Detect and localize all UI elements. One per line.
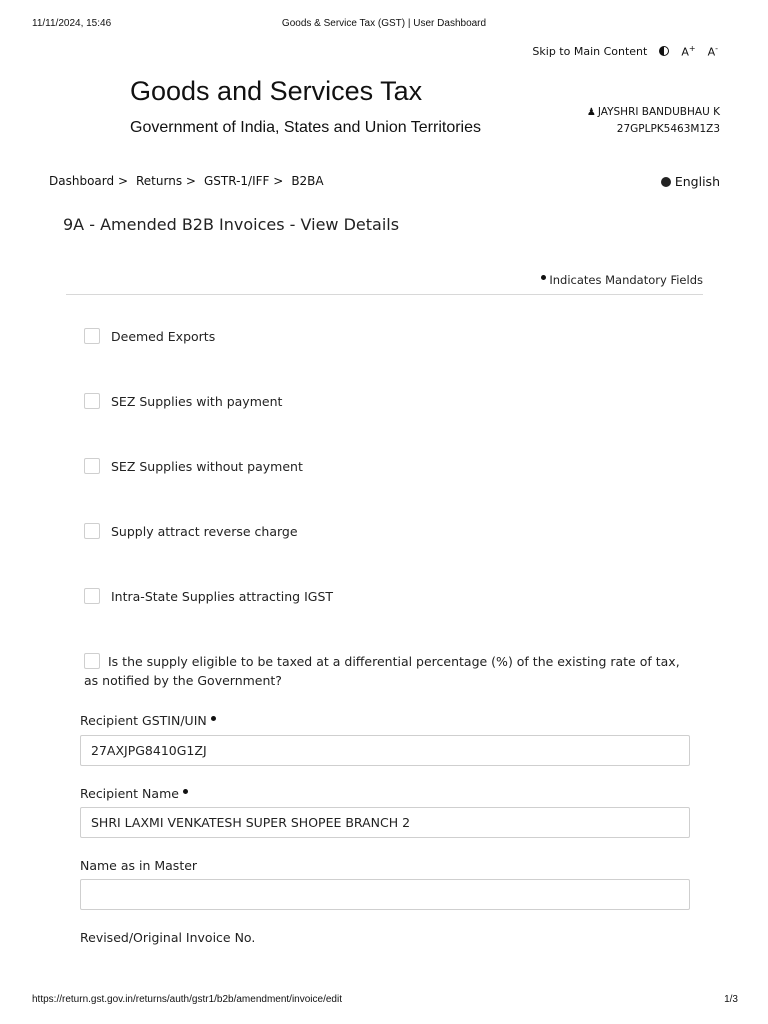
page-title: 9A - Amended B2B Invoices - View Details (63, 215, 400, 234)
font-decrease-button[interactable] (708, 44, 718, 59)
globe-icon (661, 177, 671, 187)
revised-invoice-label: Revised/Original Invoice No. (80, 930, 256, 945)
print-doc-title: Goods & Service Tax (GST) | User Dashboard (281, 18, 487, 29)
checkbox-label: SEZ Supplies without payment (111, 458, 303, 474)
sez-with-payment-option[interactable] (84, 393, 282, 409)
breadcrumb-separator: > (273, 174, 284, 188)
skip-to-main-link[interactable]: Skip to Main Content (532, 44, 648, 58)
contrast-icon[interactable] (659, 46, 669, 56)
mandatory-note-text: Indicates Mandatory Fields (549, 273, 703, 287)
sez-without-payment-checkbox[interactable] (84, 458, 100, 474)
breadcrumb-separator: > (117, 174, 128, 188)
breadcrumb-label: GSTR-1/IFF (203, 174, 270, 188)
recipient-name-label (80, 786, 191, 801)
font-decrease-sup: - (715, 44, 718, 53)
print-page-number: 1/3 (724, 994, 738, 1005)
breadcrumb-dashboard[interactable] (49, 174, 130, 188)
field-label-text: Recipient GSTIN/UIN (80, 713, 207, 728)
breadcrumb-b2ba: B2BA (291, 174, 324, 188)
breadcrumb (49, 174, 324, 188)
font-decrease-label: A (707, 45, 716, 59)
intra-state-igst-checkbox[interactable] (84, 588, 100, 604)
site-title[interactable]: Goods and Services Tax (130, 76, 423, 106)
site-subtitle: Government of India, States and Union Territories (130, 119, 481, 136)
sez-with-payment-checkbox[interactable] (84, 393, 100, 409)
checkbox-label: Deemed Exports (111, 328, 216, 344)
user-gstin: 27GPLPK5463M1Z3 (616, 123, 720, 135)
intra-state-igst-option[interactable] (84, 588, 333, 604)
reverse-charge-checkbox[interactable] (84, 523, 100, 539)
checkbox-label: Intra-State Supplies attracting IGST (111, 588, 334, 604)
breadcrumb-gstr1[interactable] (204, 174, 285, 188)
accessibility-bar (532, 44, 718, 59)
sez-without-payment-option[interactable] (84, 458, 303, 474)
language-label: English (674, 174, 720, 189)
mandatory-dot-icon (541, 275, 546, 280)
checkbox-label: SEZ Supplies with payment (111, 393, 283, 409)
differential-rate-option[interactable] (84, 652, 684, 690)
recipient-name-input[interactable]: SHRI LAXMI VENKATESH SUPER SHOPEE BRANCH 2 (80, 807, 690, 838)
deemed-exports-option[interactable] (84, 328, 215, 344)
differential-rate-checkbox[interactable] (84, 653, 100, 669)
user-name: JAYSHRI BANDUBHAU K (597, 106, 720, 118)
breadcrumb-separator: > (185, 174, 196, 188)
checkbox-label: Is the supply eligible to be taxed at a differential percentage (%) of the existing rate of tax, as notified by the Government? (84, 654, 680, 688)
name-in-master-label: Name as in Master (80, 858, 198, 873)
required-dot-icon (211, 716, 216, 721)
divider (66, 294, 703, 295)
font-increase-label: A (681, 45, 689, 59)
font-increase-button[interactable] (681, 44, 695, 59)
breadcrumb-label: Returns (136, 174, 183, 188)
recipient-gstin-label (80, 713, 219, 728)
reverse-charge-option[interactable] (84, 523, 298, 539)
print-datetime: 11/11/2024, 15:46 (32, 18, 112, 29)
breadcrumb-returns[interactable] (136, 174, 198, 188)
deemed-exports-checkbox[interactable] (84, 328, 100, 344)
checkbox-label: Supply attract reverse charge (111, 523, 298, 539)
breadcrumb-label: Dashboard (49, 174, 115, 188)
name-in-master-input[interactable] (80, 879, 690, 910)
font-increase-sup: + (688, 44, 696, 53)
recipient-gstin-input[interactable]: 27AXJPG8410G1ZJ (80, 735, 690, 766)
print-header (0, 18, 768, 32)
required-dot-icon (183, 789, 188, 794)
user-icon: ♟ (586, 107, 596, 118)
mandatory-note (541, 273, 703, 287)
field-label-text: Recipient Name (80, 786, 179, 801)
print-footer (0, 994, 768, 1008)
print-url: https://return.gst.gov.in/returns/auth/gstr1/b2b/amendment/invoice/edit (32, 994, 342, 1005)
user-info[interactable] (587, 104, 720, 137)
language-selector[interactable] (661, 174, 720, 189)
